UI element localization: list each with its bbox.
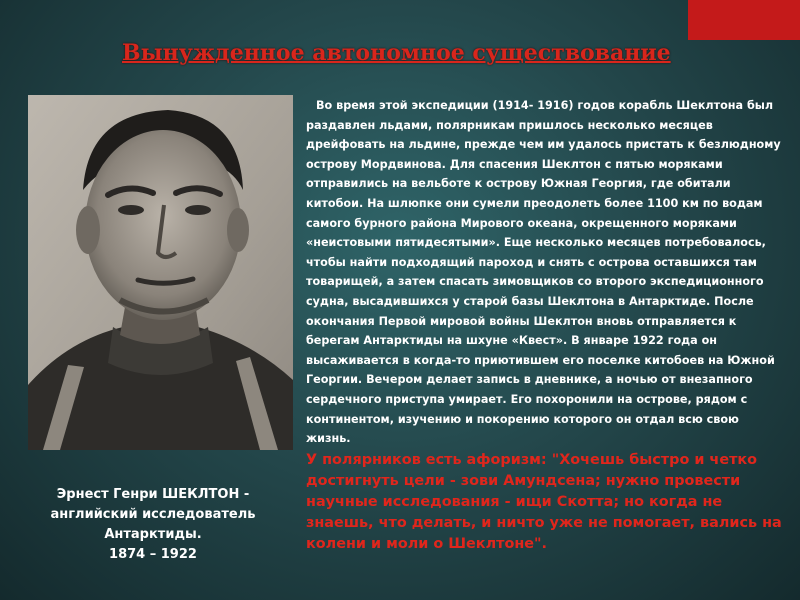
aphorism-quote: У полярников есть афоризм: "Хочешь быстро и четко достигнуть цели - зови Амундсена; нужно провести научные исследования - ищи Скотта; но когда не знаешь, что делать, и ничто уже не помогает, вались на колени и моли о Шеклтоне". <box>306 452 782 552</box>
portrait-photo <box>28 95 293 450</box>
corner-decoration <box>688 0 800 40</box>
caption-region: Антарктиды. <box>104 527 202 542</box>
caption-name: Эрнест Генри ШЕКЛТОН - <box>56 487 250 502</box>
slide-title: Вынужденное автономное существование <box>122 40 671 66</box>
body-paragraph: Во время этой экспедиции (1914- 1916) годов корабль Шеклтона был раздавлен льдами, полярникам пришлось несколько месяцев дрейфовать на льдине, прежде чем им удалось пристать к безлюдному острову Мордвинова. Для спасения Шеклтон с пятью моряками отправились на вельботе к острову Южная Георгия, где обитали китобои. На шлюпке они сумели преодолеть более 1100 км по водам самого бурного района Мирового океана, окрещенного моряками «неистовыми пятидесятыми». Еще несколько месяцев потребовалось, чтобы найти подходящий пароход и снять с острова оставшихся там товарищей, а затем спасать зимовщиков со второго экспедиционного судна, высадившихся у старой базы Шеклтона в Антарктиде. После окончания Первой мировой войны Шеклтон вновь отправляется к берегам Антарктиды на шхуне «Квест». В январе 1922 года он высаживается в когда-то приютившем его поселке китобоев на Южной Георгии. Вечером делает запись в дневнике, а ночью от внезапного сердечного приступа умирает. Его похоронили на острове, рядом с континентом, изучению и покорению которого он отдал всю свою жизнь. <box>306 99 781 446</box>
body-text <box>306 96 782 449</box>
caption-role: английский исследователь <box>50 507 256 522</box>
caption-years: 1874 – 1922 <box>109 547 197 562</box>
portrait-caption <box>28 485 278 565</box>
